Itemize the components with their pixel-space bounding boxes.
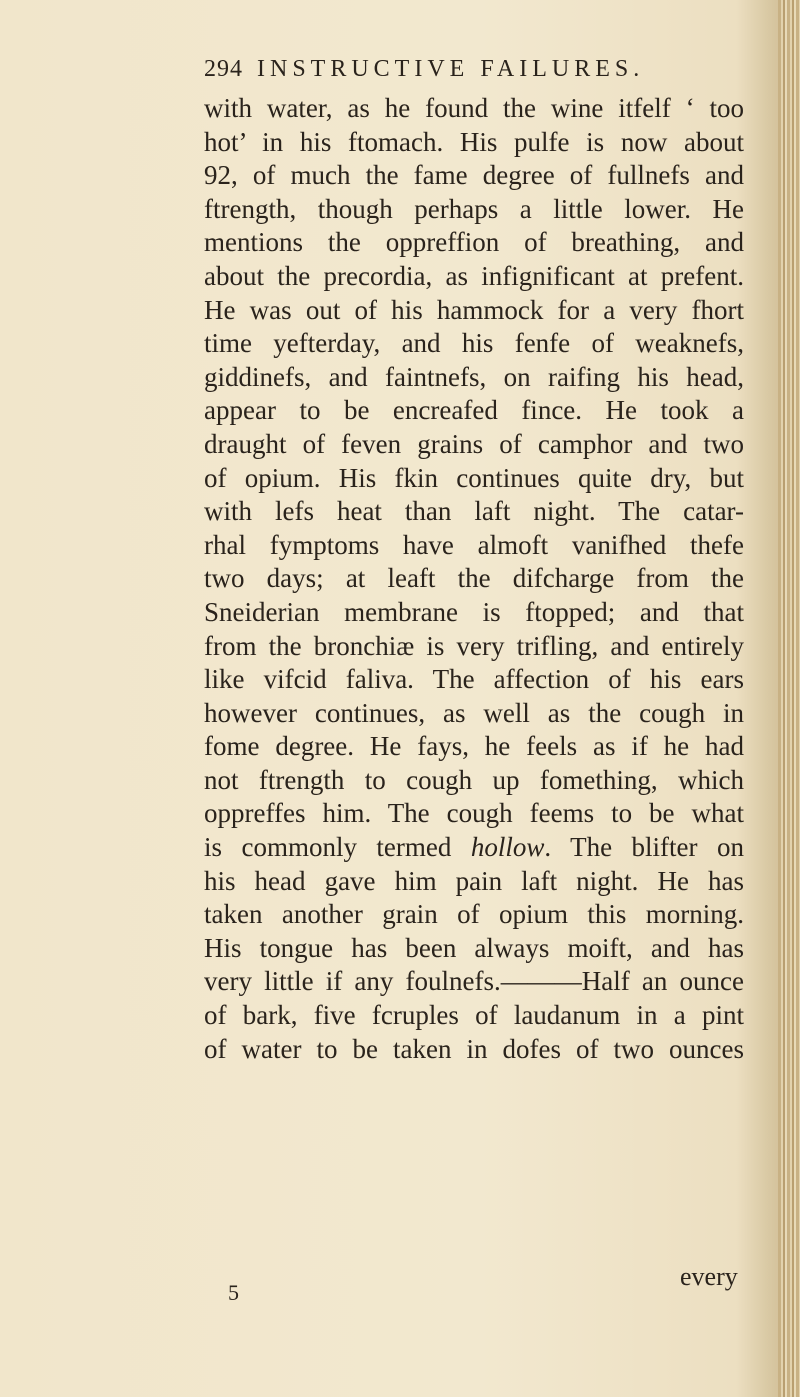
- text-line: of bark, five fcruples of laudanum in a pint: [204, 1000, 744, 1031]
- italic-word: hollow: [470, 832, 545, 863]
- text-line: rhal fymptoms have almoft vanifhed thefe: [204, 529, 744, 560]
- running-head-title: INSTRUCTIVE FAILURES.: [257, 56, 645, 82]
- text-line: 92, of much the fame degree of fullnefs and: [204, 160, 744, 191]
- text-line: time yefterday, and his fenfe of weaknefs,: [204, 328, 744, 359]
- text-line: His tongue has been always moift, and has: [204, 932, 744, 963]
- signature-mark: 5: [228, 1280, 239, 1305]
- text-line: of water to be taken in dofes of two ounces: [204, 1033, 744, 1064]
- text-line: about the precordia, as infignificant at prefent.: [204, 260, 744, 291]
- text-line: two days; at leaft the difcharge from the: [204, 563, 744, 594]
- text-line: mentions the oppreffion of breathing, and: [204, 227, 744, 258]
- text-line: fome degree. He fays, he feels as if he had: [204, 731, 744, 762]
- text-line: very little if any foulnefs.———Half an ounce: [204, 966, 744, 997]
- text-line: from the bronchiæ is very trifling, and entirely: [204, 630, 744, 661]
- text-line: ftrength, though perhaps a little lower. He: [204, 193, 744, 224]
- page-edge: [778, 0, 800, 1397]
- text-line: his head gave him pain laft night. He has: [204, 865, 744, 896]
- text-line: Sneiderian membrane is ftopped; and that: [204, 596, 744, 627]
- text-line: giddinefs, and faintnefs, on raifing his head,: [204, 361, 744, 392]
- text-line: appear to be encreafed fince. He took a: [204, 395, 744, 426]
- text-line: not ftrength to cough up fomething, which: [204, 764, 744, 795]
- running-head: [204, 56, 644, 88]
- catchword: every: [680, 1262, 738, 1291]
- page-number: 294: [204, 56, 243, 82]
- text-line: however continues, as well as the cough in: [204, 697, 744, 728]
- text-line: taken another grain of opium this morning.: [204, 899, 744, 930]
- text-line: is commonly termed hollow. The blifter on: [204, 832, 744, 863]
- text-line: hot’ in his ftomach. His pulfe is now about: [204, 126, 744, 157]
- text-line: draught of feven grains of camphor and two: [204, 428, 744, 459]
- text-line: with water, as he found the wine itfelf ‘ too: [204, 93, 744, 123]
- body-text: [204, 92, 744, 1066]
- text-line: oppreffes him. The cough feems to be what: [204, 798, 744, 829]
- text-line: with lefs heat than laft night. The catar-: [204, 496, 744, 527]
- text-line: of opium. His fkin continues quite dry, but: [204, 462, 744, 493]
- text-line: like vifcid faliva. The affection of his ears: [204, 664, 744, 695]
- text-line: He was out of his hammock for a very fhort: [204, 294, 744, 325]
